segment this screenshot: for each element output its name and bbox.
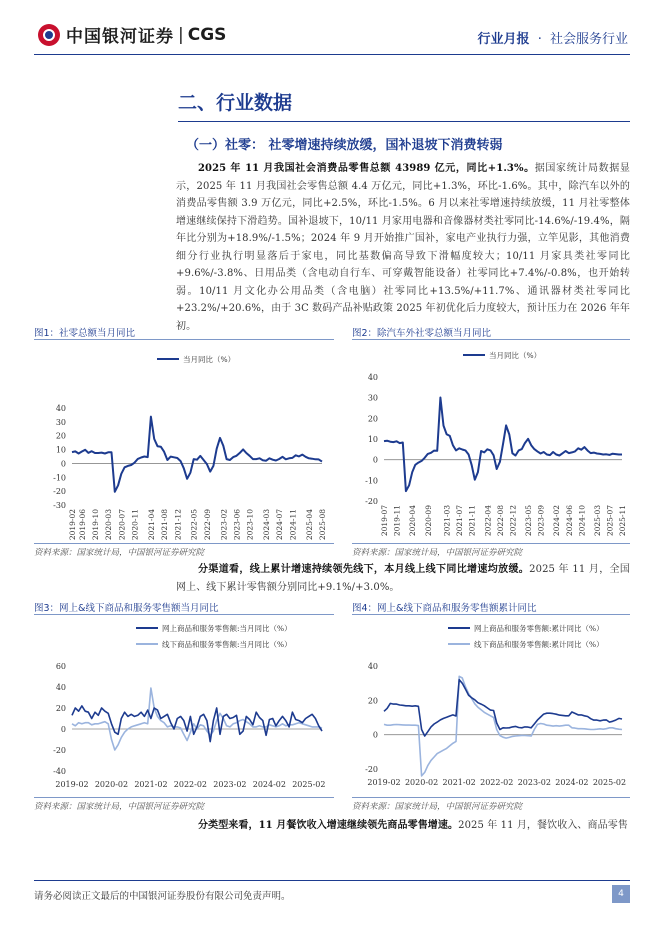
subsection-title: （一）社零： 社零增速持续放缓，国补退坡下消费转弱 <box>186 138 503 153</box>
x-tick-label: 2021-12 <box>173 509 183 541</box>
series-line-0 <box>72 417 322 492</box>
section-title: 二、行业数据 <box>178 92 293 114</box>
y-tick-label: 40 <box>55 683 66 692</box>
x-tick-label: 2023-06 <box>232 509 242 541</box>
x-tick-label: 2024-02 <box>555 778 589 787</box>
x-tick-label: 2023-02 <box>213 780 247 789</box>
x-tick-label: 2022-08 <box>495 505 505 537</box>
paragraph-body: 2025 年 11 月，餐饮收入、商品零售 <box>458 820 628 831</box>
x-tick-label: 2024-07 <box>275 509 285 541</box>
paragraph-lead: 2025 年 11 月我国社会消费品零售总额 43989 亿元，同比+1.3%。 <box>198 163 535 174</box>
legend-label-0: 当月同比（%） <box>183 355 236 364</box>
series-line-0 <box>384 680 622 736</box>
y-tick-label: -30 <box>53 501 66 510</box>
header-dot: · <box>537 32 542 47</box>
figure-2-source: 资料来源：国家统计局，中国银河证券研究院 <box>352 548 523 558</box>
page-number: 4 <box>612 885 630 903</box>
figure-1-title: 图1：社零总额当月同比 <box>34 328 136 339</box>
series-line-1 <box>384 676 622 776</box>
x-tick-label: 2020-03 <box>104 509 114 541</box>
legend-label-1: 线下商品和服务零售额:当月同比（%） <box>162 640 292 649</box>
x-tick-label: 2023-09 <box>536 505 546 537</box>
x-tick-label: 2020-04 <box>408 505 418 537</box>
brand-logo <box>38 22 226 47</box>
x-tick-label: 2021-07 <box>455 505 465 537</box>
x-tick-label: 2022-05 <box>189 509 199 541</box>
y-tick-label: -20 <box>53 487 66 497</box>
x-tick-label: 2020-07 <box>117 509 127 541</box>
x-tick-label: 2019-06 <box>77 509 87 541</box>
y-tick-label: 40 <box>55 404 66 413</box>
figure-2-bottom-rule <box>352 543 630 544</box>
x-tick-label: 2019-02 <box>68 509 77 541</box>
figure-3-bottom-rule <box>34 797 334 798</box>
x-tick-label: 2019-02 <box>55 780 89 789</box>
paragraph-lead: 分类型来看，11 月餐饮收入增速继续领先商品零售增速。 <box>198 820 459 831</box>
x-tick-label: 2021-03 <box>442 505 452 537</box>
figure-4-chart <box>352 616 630 794</box>
legend-label-0: 网上商品和服务零售额:当月同比（%） <box>162 624 292 633</box>
y-tick-label: 30 <box>55 417 66 427</box>
paragraph-body: 2025 年 11 月，全国网上、线下累计零售额分别同比+9.1%/+3.0%。 <box>176 564 630 593</box>
x-tick-label: 2022-02 <box>480 778 514 787</box>
x-tick-label: 2025-02 <box>292 780 326 789</box>
report-type: 行业月报 <box>477 32 530 47</box>
x-tick-label: 2022-12 <box>508 505 518 537</box>
x-tick-label: 2024-02 <box>252 780 286 789</box>
figure-1-top-rule <box>34 339 334 340</box>
x-tick-label: 2019-10 <box>91 509 101 541</box>
x-tick-label: 2021-04 <box>146 509 156 541</box>
figure-2-title: 图2：除汽车外社零总额当月同比 <box>352 328 492 339</box>
y-tick-label: 0 <box>60 725 66 734</box>
paragraph-retail-sales <box>176 160 630 335</box>
x-tick-label: 2020-02 <box>404 778 439 787</box>
y-tick-label: 10 <box>55 445 66 455</box>
paragraph-lead: 分渠道看，线上累计增速持续领先线下，本月线上线下同比增速均放缓。 <box>198 564 530 575</box>
y-tick-label: 30 <box>367 393 378 403</box>
paragraph-channel <box>176 561 630 596</box>
figure-4-title: 图4：网上&线下商品和服务零售额累计同比 <box>352 603 537 614</box>
x-tick-label: 2020-09 <box>423 505 433 537</box>
x-tick-label: 2022-02 <box>173 780 208 789</box>
figure-1-bottom-rule <box>34 543 334 544</box>
figure-4-bottom-rule <box>352 797 630 798</box>
x-tick-label: 2023-05 <box>524 505 534 537</box>
x-tick-label: 2019-07 <box>380 505 389 537</box>
brand-emblem-icon <box>38 24 60 46</box>
brand-name-cn: 中国银河证券 <box>66 27 174 47</box>
figure-2-chart <box>352 341 630 541</box>
y-tick-label: -10 <box>365 476 378 486</box>
y-tick-label: -20 <box>365 497 378 506</box>
x-tick-label: 2025-08 <box>318 509 327 541</box>
x-tick-label: 2025-07 <box>605 505 615 537</box>
y-tick-label: 0 <box>60 459 66 469</box>
x-tick-label: 2019-02 <box>367 778 401 787</box>
page-header <box>0 0 662 62</box>
x-tick-label: 2023-02 <box>219 509 229 541</box>
y-tick-label: 0 <box>372 455 378 465</box>
x-tick-label: 2023-02 <box>517 778 551 787</box>
industry-name: 社会服务行业 <box>549 32 628 47</box>
x-tick-label: 2025-11 <box>618 505 627 537</box>
y-tick-label: 10 <box>367 435 378 444</box>
series-line-0 <box>384 398 622 492</box>
figure-4-source: 资料来源：国家统计局，中国银河证券研究院 <box>352 802 523 812</box>
y-tick-label: 20 <box>367 414 378 424</box>
figure-3-source: 资料来源：国家统计局，中国银河证券研究院 <box>34 802 205 812</box>
brand-separator: | <box>178 24 184 45</box>
y-tick-label: -20 <box>53 746 66 755</box>
legend-label-1: 线下商品和服务零售额:累计同比（%） <box>474 640 604 649</box>
figure-3-top-rule <box>34 614 334 615</box>
x-tick-label: 2024-06 <box>564 505 574 537</box>
y-tick-label: 20 <box>367 696 378 706</box>
y-tick-label: 40 <box>367 662 378 671</box>
figure-3-title: 图3：网上&线下商品和服务零售额当月同比 <box>34 603 219 614</box>
y-tick-label: -10 <box>53 473 66 483</box>
y-tick-label: 0 <box>372 730 378 740</box>
brand-name-en: CGS <box>187 24 227 45</box>
y-tick-label: -40 <box>53 767 66 776</box>
x-tick-label: 2025-02 <box>592 778 627 787</box>
footer-divider <box>34 880 630 881</box>
legend-label-0: 网上商品和服务零售额:累计同比（%） <box>474 624 604 633</box>
y-tick-label: -20 <box>365 765 378 774</box>
figure-1-chart <box>34 341 334 541</box>
x-tick-label: 2020-11 <box>130 509 140 541</box>
x-tick-label: 2024-11 <box>288 509 298 541</box>
y-tick-label: 60 <box>55 662 66 671</box>
x-tick-label: 2025-03 <box>592 505 602 537</box>
x-tick-label: 2021-02 <box>134 780 168 789</box>
paragraph-category <box>176 817 630 835</box>
header-divider <box>34 54 630 55</box>
y-tick-label: 20 <box>55 431 66 441</box>
figure-3-chart <box>34 616 334 794</box>
x-tick-label: 2022-04 <box>483 505 493 537</box>
figure-4-top-rule <box>352 614 630 615</box>
x-tick-label: 2021-11 <box>467 505 477 537</box>
x-tick-label: 2024-02 <box>552 505 562 537</box>
figure-2-top-rule <box>352 339 630 340</box>
legend-label-0: 当月同比（%） <box>489 351 542 360</box>
figure-1-source: 资料来源：国家统计局，中国银河证券研究院 <box>34 548 205 558</box>
x-tick-label: 2024-10 <box>577 505 587 537</box>
series-line-0 <box>72 706 322 742</box>
x-tick-label: 2021-02 <box>442 778 476 787</box>
y-tick-label: 20 <box>55 704 66 713</box>
y-tick-label: 40 <box>367 373 378 382</box>
x-tick-label: 2019-11 <box>392 505 402 537</box>
x-tick-label: 2022-09 <box>202 509 212 541</box>
footer-disclaimer: 请务必阅读正文最后的中国银河证券股份有限公司免责声明。 <box>34 891 291 902</box>
x-tick-label: 2024-03 <box>262 509 272 541</box>
report-category <box>478 28 628 47</box>
section-divider <box>178 121 630 122</box>
x-tick-label: 2025-04 <box>304 509 314 541</box>
x-tick-label: 2020-02 <box>94 780 129 789</box>
x-tick-label: 2023-10 <box>245 509 255 541</box>
paragraph-body: 据国家统计局数据显示，2025 年 11 月我国社会零售总额 4.4 万亿元，同比+1.3%，环比-1.6%。其中，除汽车以外的消费品零售额 3.9 万亿元，同比+2.5%，环比-1.5%。6 月以来社零增速持续放缓，11 月社零整体增速继续保持下滑趋势。国补退坡下，10/11 月家用电器和音像器材类社零同比-14.6%/-19.4%，隔年比分别为+18.9%/-1.5%；2024 年 9 月开始推广国补，家电产业执行力强，立竿见影，其他消费细分行业执行明显落后于家电，同比基数偏高导致下滑幅度较大；10/11 月家具类社零同比+9.6%/-3.8%、日用品类（含电动自行车、可穿戴智能设备）社零同比+7.4%/-0.8%，也开始转弱。10/11 月文化办公用品类（含电脑）社零同比+13.5%/+11.7%、通讯器材类社零同比+23.2%/+20.6%，由于 3C 数码产品补贴政策 2025 年初优化后力度较大，预计压力在 2026 年年初。 <box>176 163 630 332</box>
x-tick-label: 2021-08 <box>160 509 170 541</box>
